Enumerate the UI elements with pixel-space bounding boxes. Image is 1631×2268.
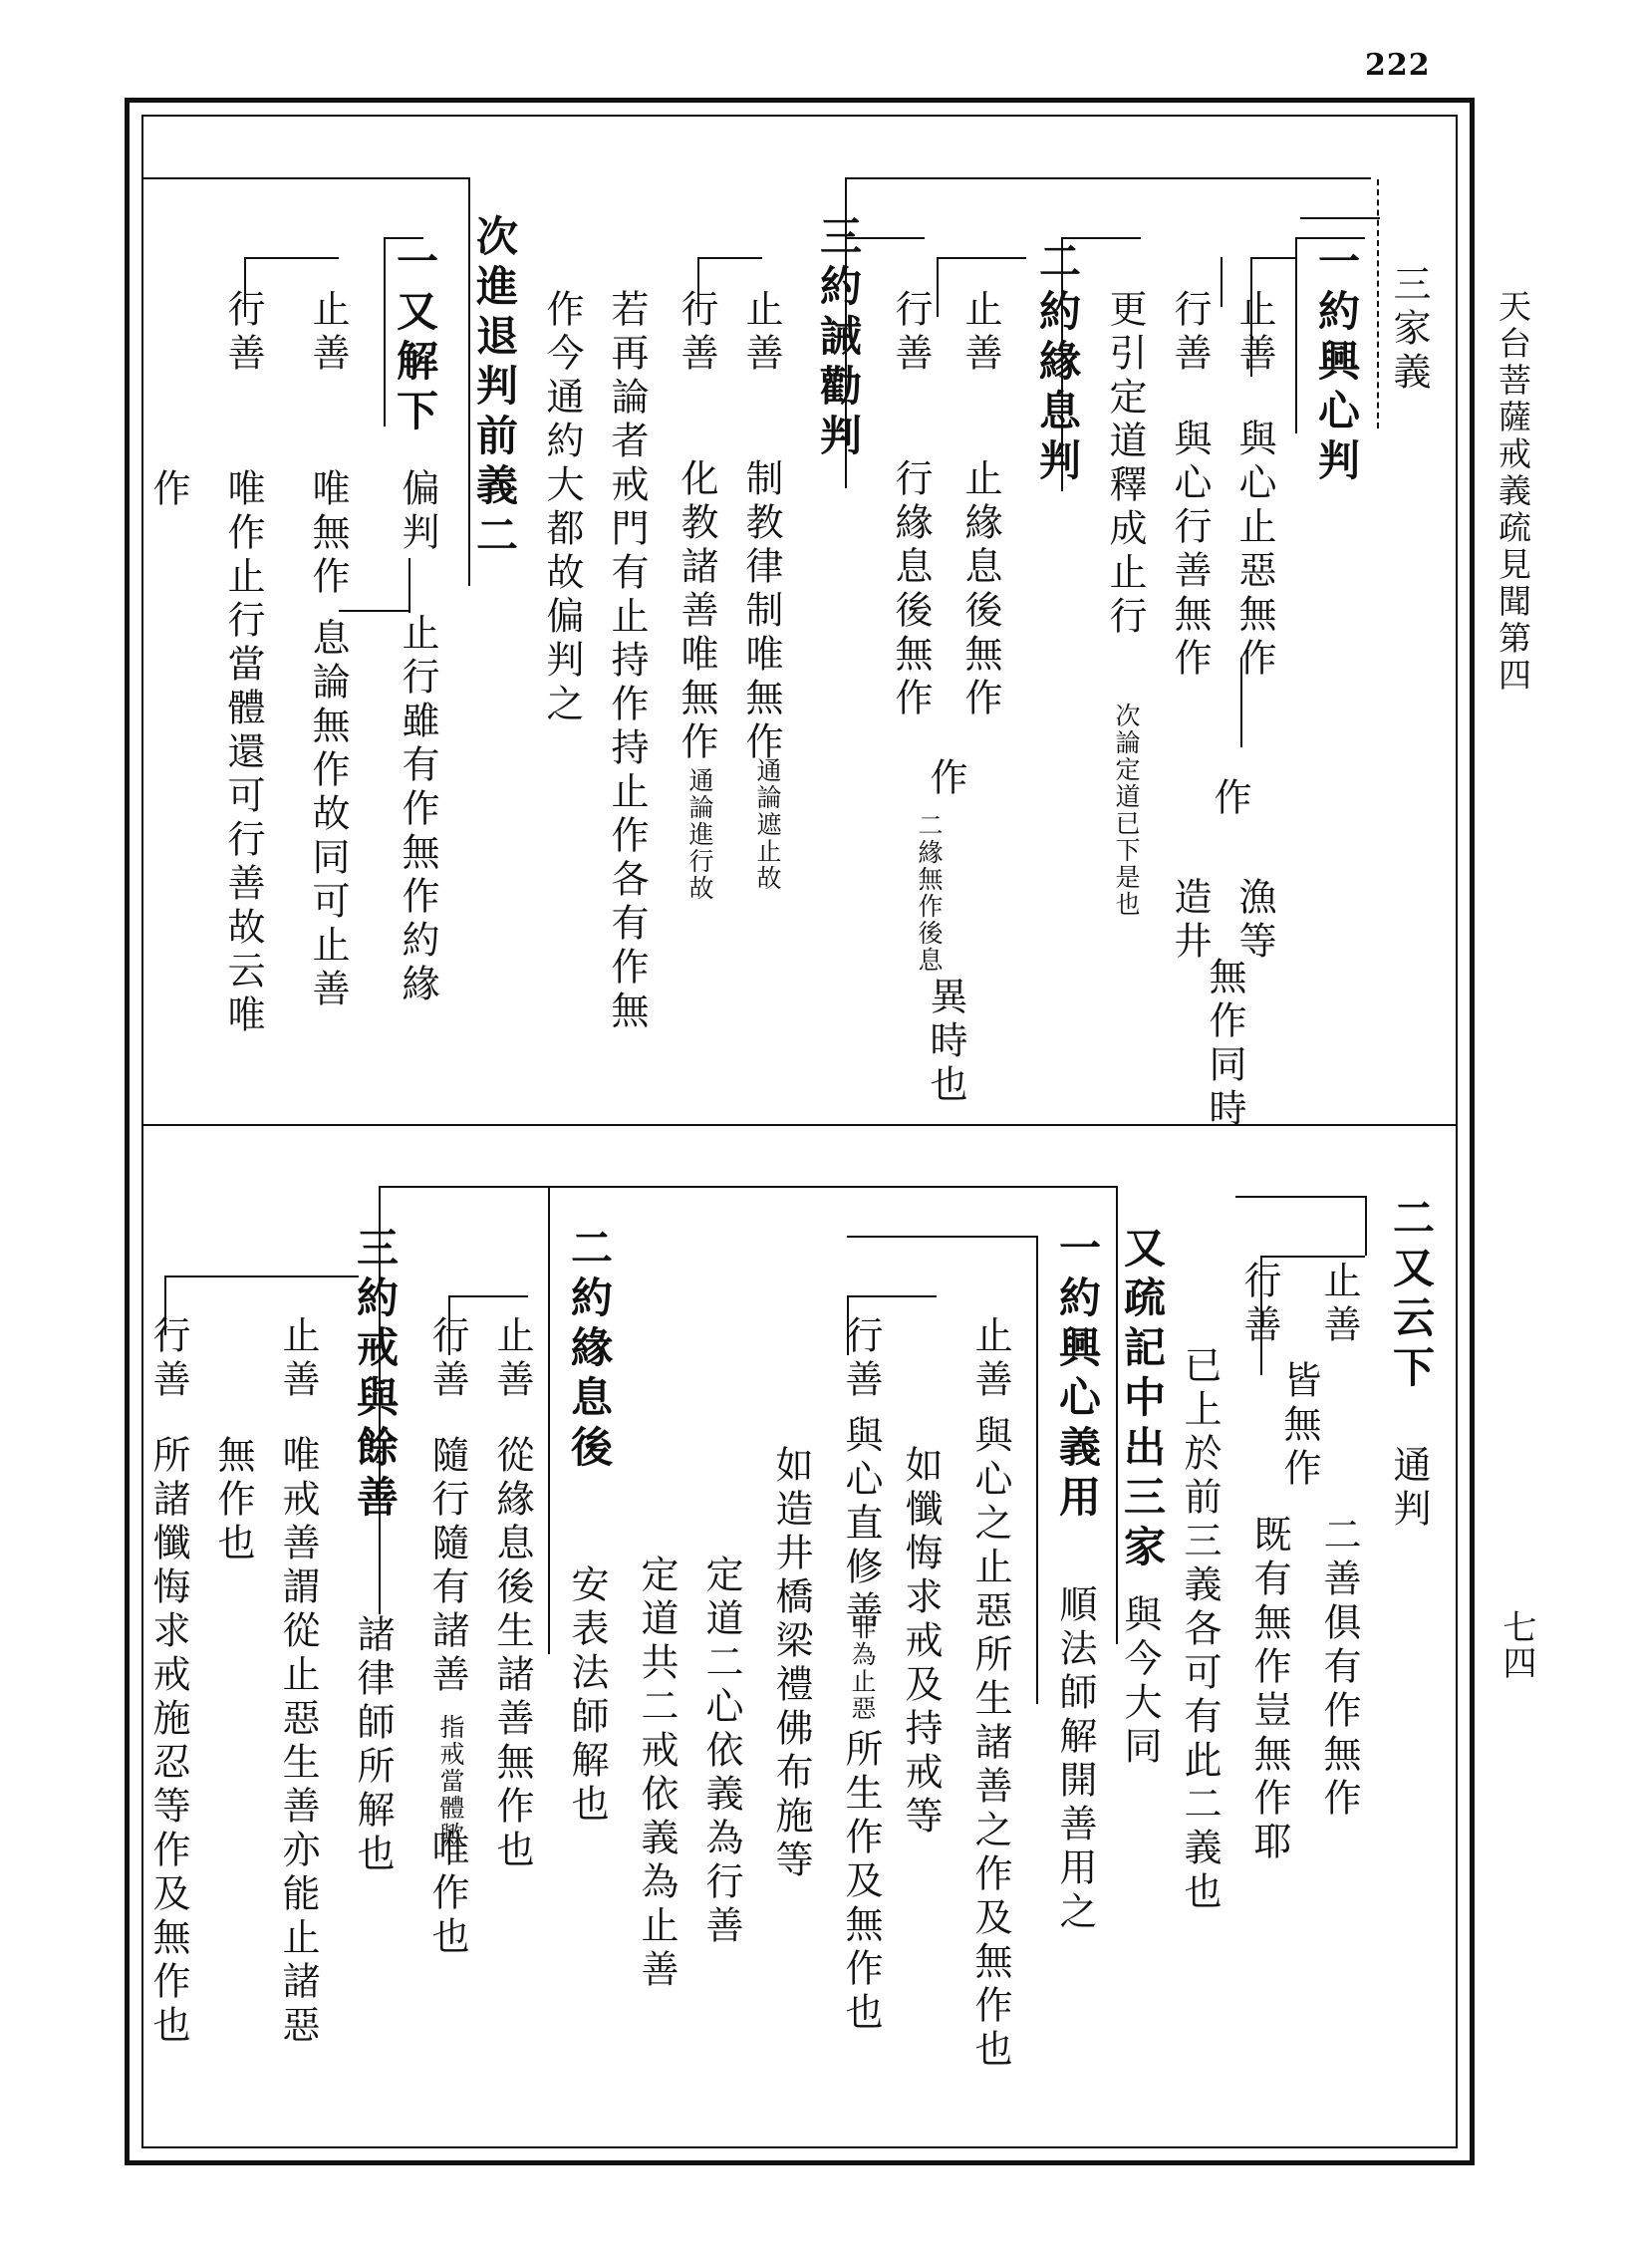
zhishan-label: 止善 <box>1317 1261 1361 1348</box>
branch-text: 與心直修善 <box>839 1415 883 1634</box>
branch-text: 作 <box>146 468 190 512</box>
tree-line <box>1235 1196 1365 1198</box>
xingshan-label: 行善 <box>221 289 265 377</box>
branch-text: 唯戒善謂從止惡生善亦能止諸惡 <box>276 1435 320 2049</box>
branch-text: 與心止惡無作 <box>1232 419 1276 682</box>
note-text: 通論遮止故 <box>753 757 782 892</box>
branch-label: 又疏記中出三家 <box>1118 1226 1167 1574</box>
branch-text: 所生作及無作也 <box>839 1729 883 2036</box>
branch-text: 造井 <box>1168 877 1212 965</box>
section-divider <box>141 1124 1458 1126</box>
tree-line <box>1377 179 1379 428</box>
tree-line <box>1300 217 1380 219</box>
tree-line <box>697 257 762 259</box>
tree-line <box>448 1295 528 1297</box>
tree-line <box>1295 239 1297 433</box>
tree-line <box>548 1186 550 1654</box>
note-text: 指戒當體歟 <box>436 1714 465 1848</box>
branch-text: 息論無作故同可止善 <box>306 618 350 1012</box>
zhishan-label: 止善 <box>306 289 350 377</box>
tree-line <box>244 257 339 259</box>
xingshan-label: 行善 <box>1168 289 1212 377</box>
zuo-text: 作 <box>924 757 967 801</box>
branch-text: 如懺悔求戒及持戒等 <box>899 1445 943 1840</box>
branch-text: 如造井橋梁禮佛布施等 <box>769 1445 813 1883</box>
xingshan-label: 行善 <box>675 289 718 377</box>
branch-text: 更引定道釋成止行 <box>1103 289 1147 640</box>
branch-text: 異時也 <box>924 977 967 1108</box>
tree-line <box>408 558 410 613</box>
page-number: 222 <box>1365 48 1431 83</box>
branch-label: 一又解下 <box>391 239 439 438</box>
branch-text: 順法師解開善用之 <box>1053 1584 1097 1935</box>
tree-line <box>339 610 408 612</box>
tree-line <box>1260 1256 1365 1258</box>
zhishan-label: 止善 <box>490 1315 534 1403</box>
tree-line <box>1221 257 1223 307</box>
branch-text: 已上於前三義各可有此二義也 <box>1178 1345 1222 1915</box>
branch-label: 三約戒與餘善 <box>351 1226 400 1525</box>
tree-line <box>379 1186 1116 1188</box>
branch-text: 制教律制唯無作 <box>739 458 783 765</box>
branch-text: 諸律師所解也 <box>351 1614 395 1877</box>
branch-text: 皆無作 <box>1277 1360 1321 1492</box>
branch-text: 止行雖有作無作約緣 <box>396 613 439 1007</box>
branch-text: 與今大同 <box>1118 1594 1162 1770</box>
branch-label: 一約興心判 <box>1312 239 1361 488</box>
zhishan-label: 止善 <box>1232 289 1276 377</box>
xingshan-label: 行善 <box>1237 1261 1281 1348</box>
zhishan-label: 止善 <box>958 289 1002 377</box>
branch-text: 唯作也 <box>425 1829 469 1960</box>
branch-text: 通判 <box>1387 1445 1431 1533</box>
branch-text: 二善俱有作無作 <box>1317 1515 1361 1822</box>
xingshan-label: 行善 <box>146 1315 190 1403</box>
tree-line <box>164 1276 359 1277</box>
folio-number: 七四 <box>1496 1609 1536 1681</box>
tree-line <box>937 257 939 317</box>
branch-label: 三約誡勸判 <box>814 214 863 463</box>
tree-line <box>1250 257 1295 259</box>
zhishan-label: 止善 <box>739 289 783 377</box>
branch-text: 隨行隨有諸善 <box>425 1435 469 1698</box>
zhishan-label: 止善 <box>968 1315 1012 1403</box>
branch-text: 定道二心依義為行善 <box>699 1555 743 1949</box>
note-text: 次論定道已下是也 <box>1112 703 1141 918</box>
tree-line <box>847 1295 937 1297</box>
note-text: 通論進行故 <box>685 767 714 902</box>
branch-text: 安表法師解也 <box>565 1564 609 1828</box>
note-text: 非為止惡 <box>848 1614 877 1722</box>
tree-line <box>1365 1196 1367 1256</box>
para-heading: 次進退判前義二 <box>470 214 519 563</box>
branch-label: 二約緣息判 <box>1033 239 1082 488</box>
branch-text: 無作也 <box>211 1435 255 1566</box>
branch-text: 唯無作 <box>306 468 350 600</box>
branch-text: 所諸懺悔求戒施忍等作及無作也 <box>146 1435 190 2049</box>
para-line: 作今通約大都故偏判之 <box>540 289 584 727</box>
branch-text: 與心行善無作 <box>1168 419 1212 682</box>
branch-text: 既有無作豈無作耶 <box>1247 1515 1291 1865</box>
branch-text: 漁等 <box>1232 877 1276 965</box>
branch-text: 從緣息後生諸善無作也 <box>490 1435 534 1873</box>
note-text: 二緣無作後息 <box>915 812 944 974</box>
branch-text: 行緣息後無作 <box>889 458 933 721</box>
tree-line <box>384 237 386 426</box>
zhishan-label: 止善 <box>276 1315 320 1403</box>
branch-text: 定道共二戒依義為止善 <box>635 1555 679 1993</box>
tree-line <box>142 177 469 179</box>
heading-sanjia: 三家義 <box>1387 264 1431 396</box>
xingshan-label: 行善 <box>425 1315 469 1403</box>
xingshan-label: 行善 <box>889 289 933 377</box>
branch-text: 化教諸善唯無作 <box>675 458 718 765</box>
running-title: 天台菩薩戒義疏見聞第四 <box>1494 289 1532 695</box>
branch-text: 偏判 <box>396 468 439 556</box>
tree-line <box>845 177 1371 179</box>
zuo-text: 作 <box>1208 777 1251 821</box>
xingshan-label: 行善 <box>839 1315 883 1403</box>
tree-line <box>1036 1236 1038 1704</box>
branch-text: 止緣息後無作 <box>958 458 1002 721</box>
para-line: 若再論者戒門有止持作持止作各有作無 <box>605 289 649 1034</box>
tree-line <box>847 1236 1036 1238</box>
branch-label: 二約緣息後 <box>565 1226 614 1475</box>
branch-label: 一約興心義用 <box>1053 1226 1102 1525</box>
branch-text: 無作同時 <box>1203 957 1246 1132</box>
tree-line <box>937 257 1026 259</box>
branch-text: 唯作止行當體還可行善故云唯 <box>221 468 265 1038</box>
branch-label: 二又云下 <box>1387 1196 1436 1395</box>
branch-text: 與心之止惡所生諸善之作及無作也 <box>968 1415 1012 2073</box>
